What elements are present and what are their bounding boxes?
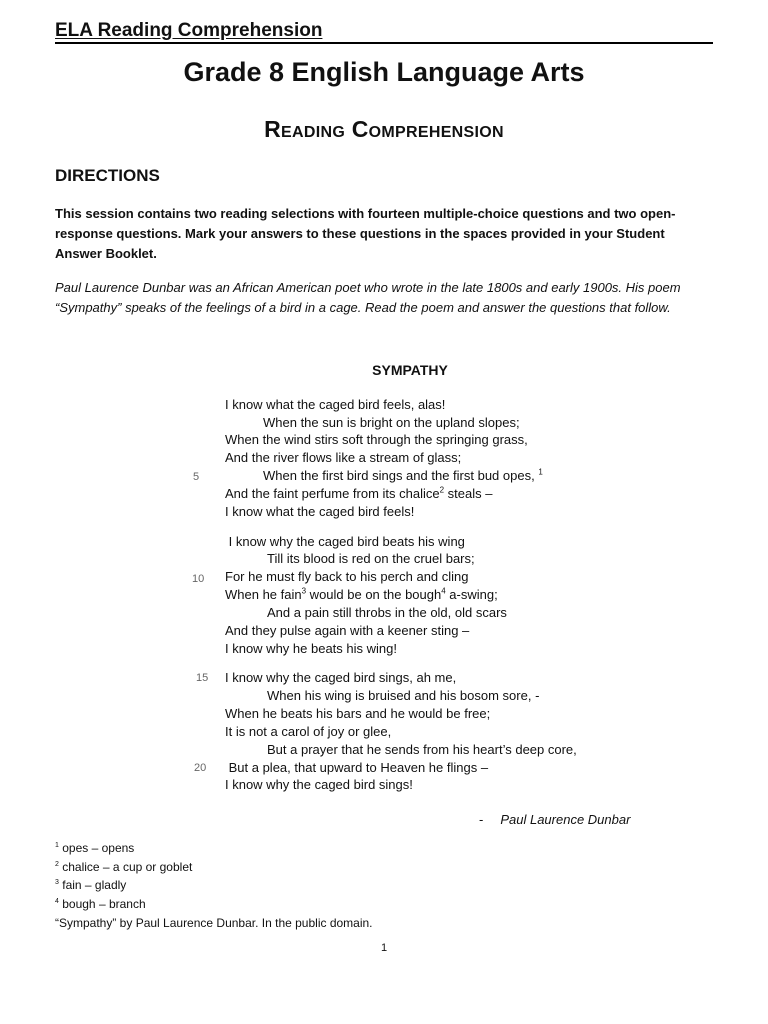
line-number: 10: [192, 573, 205, 585]
poem-line: I know why the caged bird sings!: [225, 777, 413, 792]
footnote: $^3$ fain – gladly: [55, 878, 127, 892]
poem-line: When his wing is bruised and his bosom sore, -: [267, 688, 540, 703]
poem-line: For he must fly back to his perch and cling: [225, 569, 469, 584]
poem-line: When he beats his bars and he would be free;: [225, 706, 491, 721]
poem-line: When the wind stirs soft through the springing grass,: [225, 432, 528, 447]
author-dash: -: [479, 812, 484, 827]
poem-author: [479, 812, 630, 827]
poem-line: But a prayer that he sends from his heart’s deep core,: [267, 742, 577, 757]
poem-introduction: Paul Laurence Dunbar was an African American poet who wrote in the late 1800s and early 1900s. His poem “Sympathy” speaks of the feelings of a bird in a cage. Read the poem and answer the questions that follow.: [55, 280, 681, 315]
poem-line: But a plea, that upward to Heaven he flings –: [225, 760, 489, 775]
poem-line: I know what the caged bird feels, alas!: [225, 397, 446, 412]
poem-line: I know why he beats his wing!: [225, 641, 397, 656]
footnote-ref: 3: [301, 586, 307, 596]
poem-line: And the faint perfume from its chalice$^2$ steals –: [225, 485, 493, 501]
footnote: $^1$ opes – opens: [55, 841, 135, 855]
footnote-ref: 1: [538, 467, 543, 477]
poem-line: And the river flows like a stream of glass;: [225, 450, 462, 465]
poem-line: And they pulse again with a keener sting –: [225, 623, 470, 638]
footnote-ref: 4: [441, 586, 446, 596]
running-header-text: ELA Reading Comprehension: [55, 20, 323, 41]
poem-line: When he fain$^3$ would be on the bough$^4$ a-swing;: [225, 586, 498, 602]
footnote-ref: 2: [439, 485, 445, 495]
directions-heading: DIRECTIONS: [55, 166, 160, 185]
author-name: Paul Laurence Dunbar: [500, 812, 631, 827]
line-number: 15: [196, 672, 209, 684]
page-subtitle: Reading Comprehension: [264, 116, 504, 142]
directions-text: This session contains two reading selections with fourteen multiple-choice questions and two open-response questions. Mark your answers to these questions in the spaces provided in your Student Answer Booklet.: [55, 206, 676, 261]
page-title: Grade 8 English Language Arts: [183, 57, 585, 87]
footnote: $^2$ chalice – a cup or goblet: [55, 860, 193, 874]
line-number: 5: [193, 471, 200, 483]
poem-line: I know what the caged bird feels!: [225, 504, 415, 519]
poem-line: It is not a carol of joy or glee,: [225, 724, 392, 739]
poem-line: I know why the caged bird sings, ah me,: [225, 670, 457, 685]
poem-title: SYMPATHY: [372, 362, 448, 378]
poem-line: I know why the caged bird beats his wing: [225, 534, 465, 549]
line-number: 20: [194, 762, 207, 774]
credit-line: “Sympathy” by Paul Laurence Dunbar. In the public domain.: [55, 916, 373, 930]
page-number: 1: [380, 942, 388, 954]
poem-line: When the first bird sings and the first bud opes, $^1$: [263, 467, 543, 483]
poem-line: Till its blood is red on the cruel bars;: [267, 551, 475, 566]
poem-line: When the sun is bright on the upland slopes;: [263, 415, 520, 430]
poem-line: And a pain still throbs in the old, old scars: [267, 605, 507, 620]
footnote: $^4$ bough – branch: [55, 897, 146, 911]
running-header: [55, 20, 713, 44]
